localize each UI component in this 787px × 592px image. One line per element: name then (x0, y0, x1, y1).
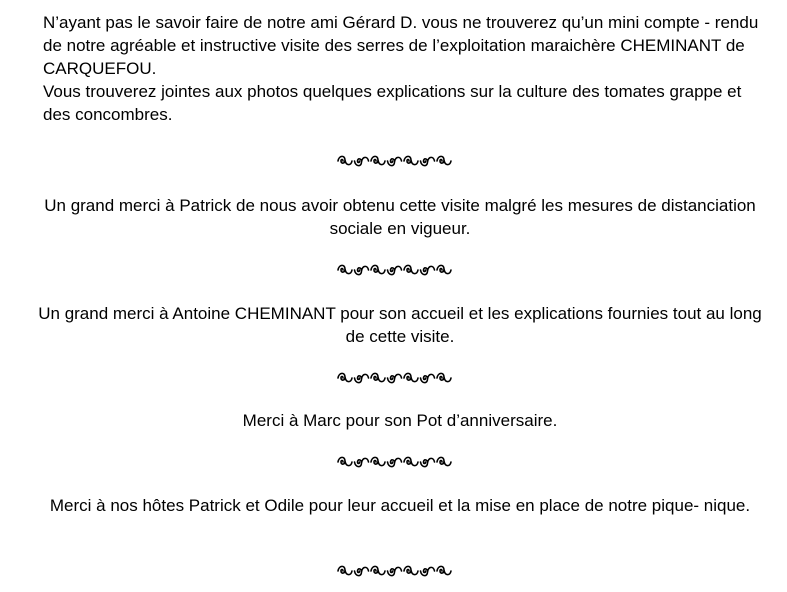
ornament-divider (0, 261, 787, 283)
swirl-glyph (437, 457, 451, 465)
swirl-glyph (371, 566, 385, 574)
swirl-glyph (437, 373, 451, 381)
swirl-glyph (387, 374, 401, 382)
ornament-icon (335, 369, 453, 387)
swirl-glyph (387, 458, 401, 466)
intro-paragraph-1: N’ayant pas le savoir faire de notre ami Gérard D. vous ne trouverez qu’un mini compte - rendu de notre agréable et instructive visite des serres de l’exploitation maraichère CHEMINANT de CARQUEFOU. (43, 13, 759, 78)
swirl-glyph (354, 374, 368, 382)
swirl-glyph (354, 266, 368, 274)
thanks-patrick (30, 194, 770, 240)
swirl-glyph (371, 373, 385, 381)
ornament-icon (335, 453, 453, 471)
swirl-glyph (371, 265, 385, 273)
thanks-text: Merci à Marc pour son Pot d’anniversaire. (242, 411, 558, 430)
swirl-glyph (338, 457, 352, 465)
swirl-glyph (387, 567, 401, 575)
ornament-divider (0, 453, 787, 475)
swirl-glyph (437, 265, 451, 273)
swirl-glyph (420, 567, 434, 575)
thanks-text: Un grand merci à Antoine CHEMINANT pour son accueil et les explications fournies tout au long de cette visite. (38, 304, 762, 346)
ornament-icon (335, 261, 453, 279)
swirl-glyph (437, 566, 451, 574)
swirl-glyph (437, 156, 451, 164)
ornament-divider (0, 369, 787, 391)
swirl-glyph (354, 567, 368, 575)
thanks-hosts (30, 494, 770, 517)
thanks-antoine (30, 302, 770, 348)
swirl-glyph (420, 157, 434, 165)
swirl-glyph (338, 373, 352, 381)
swirl-glyph (387, 266, 401, 274)
swirl-glyph (371, 156, 385, 164)
swirl-glyph (404, 156, 418, 164)
swirl-glyph (404, 566, 418, 574)
swirl-glyph (404, 373, 418, 381)
ornament-divider (0, 152, 787, 174)
swirl-glyph (404, 457, 418, 465)
swirl-glyph (420, 266, 434, 274)
swirl-glyph (338, 566, 352, 574)
swirl-glyph (354, 458, 368, 466)
swirl-glyph (420, 458, 434, 466)
ornament-icon (335, 562, 453, 580)
thanks-text: Un grand merci à Patrick de nous avoir obtenu cette visite malgré les mesures de distanciation sociale en vigueur. (44, 196, 756, 238)
swirl-glyph (338, 156, 352, 164)
intro-paragraph-2: Vous trouverez jointes aux photos quelques explications sur la culture des tomates grappe et des concombres. (43, 82, 742, 124)
thanks-marc (30, 409, 770, 432)
swirl-glyph (420, 374, 434, 382)
intro-section (43, 11, 773, 126)
ornament-icon (335, 152, 453, 170)
swirl-glyph (338, 265, 352, 273)
thanks-text: Merci à nos hôtes Patrick et Odile pour leur accueil et la mise en place de notre pique- nique. (49, 496, 751, 515)
ornament-divider (0, 562, 787, 584)
swirl-glyph (371, 457, 385, 465)
swirl-glyph (404, 265, 418, 273)
swirl-glyph (387, 157, 401, 165)
swirl-glyph (354, 157, 368, 165)
